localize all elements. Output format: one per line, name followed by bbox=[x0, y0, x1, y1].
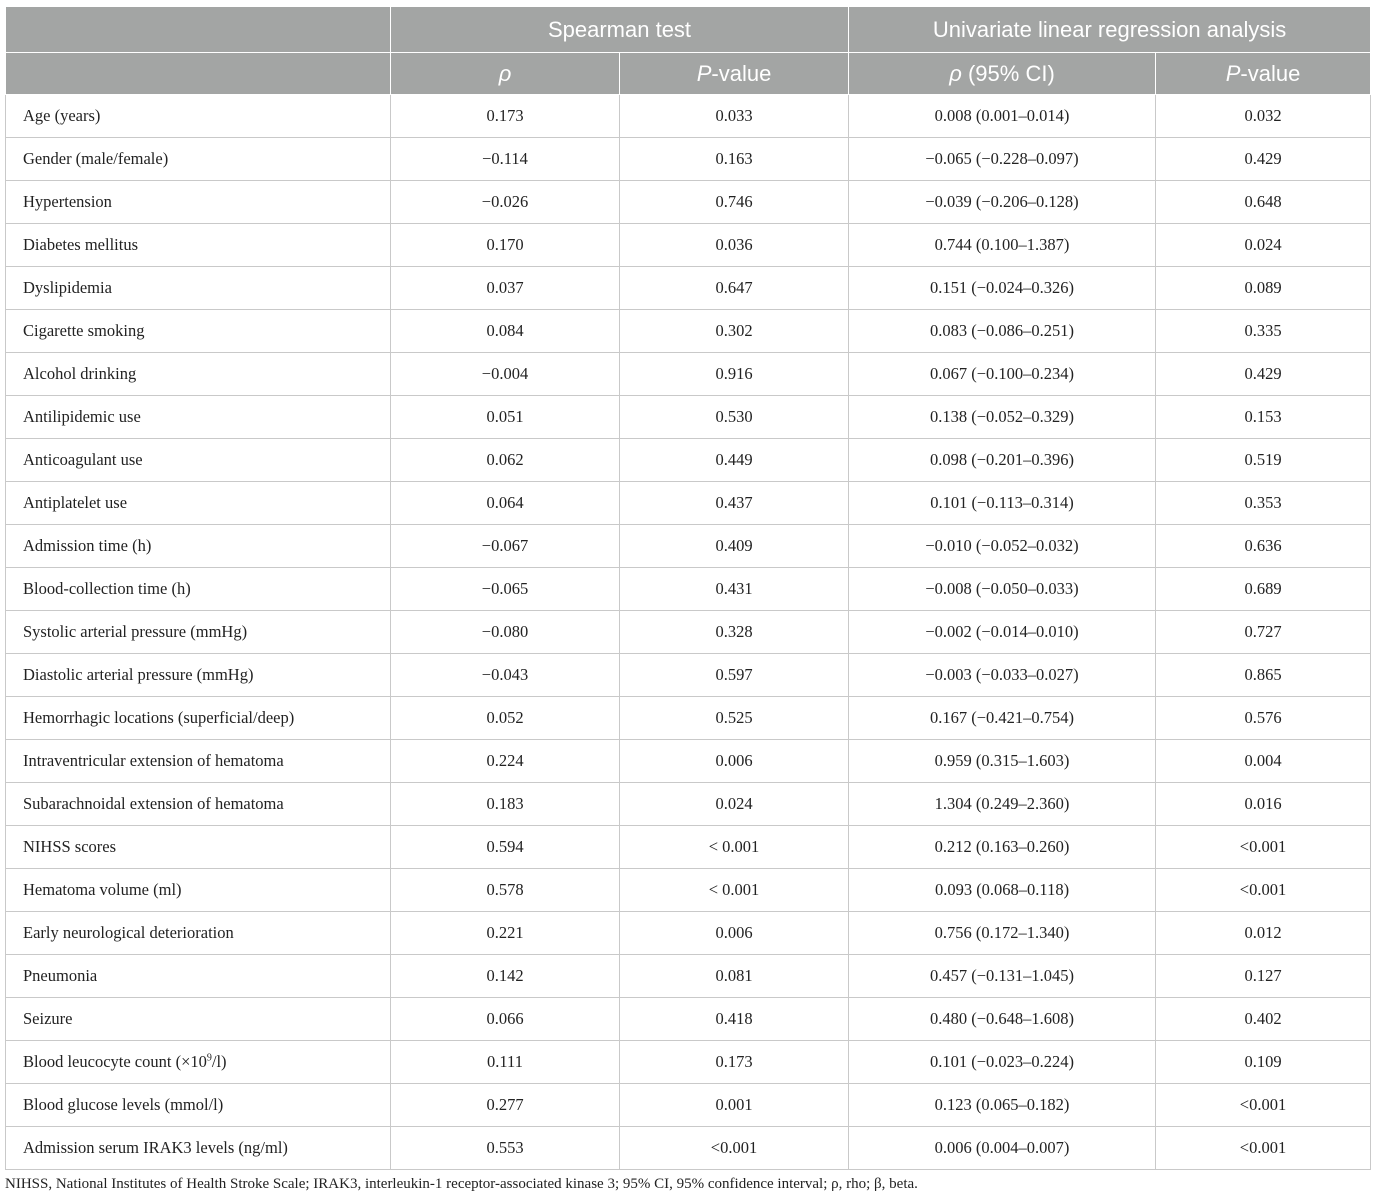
cell-rho-ci: −0.003 (−0.033–0.027) bbox=[849, 654, 1156, 697]
row-label: Hypertension bbox=[6, 181, 391, 224]
row-label-part: /l) bbox=[211, 1052, 227, 1071]
cell-p-value-regression: 0.636 bbox=[1156, 525, 1371, 568]
table-row bbox=[6, 697, 1371, 740]
row-label: Age (years) bbox=[6, 95, 391, 138]
cell-p-value-spearman: 0.033 bbox=[620, 95, 849, 138]
cell-rho-ci: 0.067 (−0.100–0.234) bbox=[849, 353, 1156, 396]
cell-p-value-spearman: 0.006 bbox=[620, 740, 849, 783]
cell-p-value-spearman: 0.746 bbox=[620, 181, 849, 224]
table-row bbox=[6, 955, 1371, 998]
table-row bbox=[6, 1084, 1371, 1127]
header-univariate-regression: Univariate linear regression analysis bbox=[849, 7, 1371, 53]
header-p-rest: -value bbox=[1240, 60, 1301, 86]
cell-p-value-regression: 0.689 bbox=[1156, 568, 1371, 611]
cell-p-value-regression: <0.001 bbox=[1156, 1084, 1371, 1127]
cell-p-value-spearman: 0.173 bbox=[620, 1041, 849, 1084]
row-label: Pneumonia bbox=[6, 955, 391, 998]
cell-rho: 0.142 bbox=[391, 955, 620, 998]
row-label: Intraventricular extension of hematoma bbox=[6, 740, 391, 783]
cell-p-value-regression: 0.402 bbox=[1156, 998, 1371, 1041]
cell-rho-ci: 0.101 (−0.113–0.314) bbox=[849, 482, 1156, 525]
cell-p-value-regression: 0.353 bbox=[1156, 482, 1371, 525]
cell-p-value-regression: <0.001 bbox=[1156, 869, 1371, 912]
row-label: Hemorrhagic locations (superficial/deep) bbox=[6, 697, 391, 740]
cell-rho-ci: 0.101 (−0.023–0.224) bbox=[849, 1041, 1156, 1084]
cell-rho-ci: −0.002 (−0.014–0.010) bbox=[849, 611, 1156, 654]
cell-rho: 0.111 bbox=[391, 1041, 620, 1084]
cell-rho: 0.064 bbox=[391, 482, 620, 525]
cell-p-value-spearman: 0.001 bbox=[620, 1084, 849, 1127]
cell-p-value-spearman: 0.449 bbox=[620, 439, 849, 482]
cell-rho: 0.594 bbox=[391, 826, 620, 869]
cell-p-value-regression: 0.429 bbox=[1156, 138, 1371, 181]
cell-p-value-spearman: 0.647 bbox=[620, 267, 849, 310]
row-label: Admission serum IRAK3 levels (ng/ml) bbox=[6, 1127, 391, 1170]
cell-p-value-regression: 0.109 bbox=[1156, 1041, 1371, 1084]
row-label bbox=[6, 1041, 391, 1084]
table-row bbox=[6, 740, 1371, 783]
header-p-value-regression bbox=[1156, 53, 1371, 95]
row-label: Diastolic arterial pressure (mmHg) bbox=[6, 654, 391, 697]
cell-p-value-spearman: 0.916 bbox=[620, 353, 849, 396]
cell-rho: −0.114 bbox=[391, 138, 620, 181]
row-label: Antiplatelet use bbox=[6, 482, 391, 525]
cell-rho-ci: 0.123 (0.065–0.182) bbox=[849, 1084, 1156, 1127]
row-label: Admission time (h) bbox=[6, 525, 391, 568]
table-footnote: NIHSS, National Institutes of Health Stroke Scale; IRAK3, interleukin-1 receptor-associated kinase 3; 95% CI, 95% confidence interval; ρ, rho; β, beta. bbox=[5, 1176, 918, 1192]
header-rho-ci-symbol: ρ bbox=[949, 60, 962, 86]
header-p-italic: P bbox=[1225, 60, 1241, 86]
cell-rho-ci: 0.151 (−0.024–0.326) bbox=[849, 267, 1156, 310]
table-row bbox=[6, 783, 1371, 826]
cell-p-value-spearman: 0.328 bbox=[620, 611, 849, 654]
cell-rho: −0.067 bbox=[391, 525, 620, 568]
table-row bbox=[6, 998, 1371, 1041]
header-row-groups bbox=[6, 7, 1371, 53]
cell-p-value-spearman: <0.001 bbox=[620, 1127, 849, 1170]
table-row bbox=[6, 568, 1371, 611]
row-label: Antilipidemic use bbox=[6, 396, 391, 439]
cell-rho-ci: −0.039 (−0.206–0.128) bbox=[849, 181, 1156, 224]
header-empty-cell bbox=[6, 53, 391, 95]
table-row bbox=[6, 138, 1371, 181]
cell-rho-ci: 0.167 (−0.421–0.754) bbox=[849, 697, 1156, 740]
table-row bbox=[6, 912, 1371, 955]
row-label: Early neurological deterioration bbox=[6, 912, 391, 955]
header-empty-cell bbox=[6, 7, 391, 53]
cell-p-value-spearman: 0.006 bbox=[620, 912, 849, 955]
cell-rho-ci: 0.098 (−0.201–0.396) bbox=[849, 439, 1156, 482]
table-row bbox=[6, 654, 1371, 697]
cell-rho: 0.052 bbox=[391, 697, 620, 740]
cell-p-value-spearman: 0.081 bbox=[620, 955, 849, 998]
header-row-columns bbox=[6, 53, 1371, 95]
cell-p-value-spearman: 0.302 bbox=[620, 310, 849, 353]
row-label-superscript: 9 bbox=[206, 1052, 212, 1064]
cell-rho-ci: −0.010 (−0.052–0.032) bbox=[849, 525, 1156, 568]
cell-p-value-regression: 0.153 bbox=[1156, 396, 1371, 439]
cell-p-value-regression: 0.016 bbox=[1156, 783, 1371, 826]
cell-p-value-spearman: 0.163 bbox=[620, 138, 849, 181]
cell-p-value-spearman: 0.530 bbox=[620, 396, 849, 439]
cell-p-value-spearman: < 0.001 bbox=[620, 826, 849, 869]
row-label: Hematoma volume (ml) bbox=[6, 869, 391, 912]
correlation-table bbox=[5, 6, 1371, 1170]
cell-p-value-regression: <0.001 bbox=[1156, 1127, 1371, 1170]
cell-rho-ci: 0.212 (0.163–0.260) bbox=[849, 826, 1156, 869]
cell-rho: −0.065 bbox=[391, 568, 620, 611]
cell-rho-ci: 0.138 (−0.052–0.329) bbox=[849, 396, 1156, 439]
cell-rho: −0.026 bbox=[391, 181, 620, 224]
row-label: Alcohol drinking bbox=[6, 353, 391, 396]
cell-rho-ci: 0.756 (0.172–1.340) bbox=[849, 912, 1156, 955]
table-row bbox=[6, 95, 1371, 138]
cell-rho: 0.553 bbox=[391, 1127, 620, 1170]
cell-rho: −0.004 bbox=[391, 353, 620, 396]
cell-rho: 0.578 bbox=[391, 869, 620, 912]
cell-rho: 0.062 bbox=[391, 439, 620, 482]
row-label: Systolic arterial pressure (mmHg) bbox=[6, 611, 391, 654]
cell-rho: 0.277 bbox=[391, 1084, 620, 1127]
row-label: Subarachnoidal extension of hematoma bbox=[6, 783, 391, 826]
cell-rho: 0.051 bbox=[391, 396, 620, 439]
table-body bbox=[6, 95, 1371, 1170]
row-label: Blood-collection time (h) bbox=[6, 568, 391, 611]
cell-p-value-spearman: 0.024 bbox=[620, 783, 849, 826]
cell-rho: 0.084 bbox=[391, 310, 620, 353]
table-row bbox=[6, 181, 1371, 224]
cell-p-value-regression: 0.429 bbox=[1156, 353, 1371, 396]
cell-rho-ci: 0.093 (0.068–0.118) bbox=[849, 869, 1156, 912]
cell-p-value-regression: 0.089 bbox=[1156, 267, 1371, 310]
cell-p-value-spearman: 0.525 bbox=[620, 697, 849, 740]
table-row bbox=[6, 267, 1371, 310]
table-row bbox=[6, 1127, 1371, 1170]
cell-rho: 0.224 bbox=[391, 740, 620, 783]
cell-rho-ci: 0.006 (0.004–0.007) bbox=[849, 1127, 1156, 1170]
cell-rho: 0.066 bbox=[391, 998, 620, 1041]
table-header bbox=[6, 7, 1371, 95]
row-label: Diabetes mellitus bbox=[6, 224, 391, 267]
cell-p-value-regression: 0.012 bbox=[1156, 912, 1371, 955]
cell-rho: 0.173 bbox=[391, 95, 620, 138]
cell-p-value-spearman: 0.431 bbox=[620, 568, 849, 611]
cell-rho-ci: −0.065 (−0.228–0.097) bbox=[849, 138, 1156, 181]
cell-rho: 0.037 bbox=[391, 267, 620, 310]
cell-p-value-regression: 0.127 bbox=[1156, 955, 1371, 998]
header-p-value-spearman bbox=[620, 53, 849, 95]
header-rho-ci-rest: (95% CI) bbox=[961, 60, 1055, 86]
cell-p-value-spearman: 0.597 bbox=[620, 654, 849, 697]
header-spearman-test: Spearman test bbox=[391, 7, 849, 53]
cell-rho-ci: −0.008 (−0.050–0.033) bbox=[849, 568, 1156, 611]
row-label: Dyslipidemia bbox=[6, 267, 391, 310]
cell-rho: −0.080 bbox=[391, 611, 620, 654]
table-row bbox=[6, 482, 1371, 525]
table-container bbox=[5, 6, 1370, 1170]
row-label: Blood glucose levels (mmol/l) bbox=[6, 1084, 391, 1127]
cell-rho: 0.183 bbox=[391, 783, 620, 826]
header-rho bbox=[391, 53, 620, 95]
cell-p-value-regression: 0.648 bbox=[1156, 181, 1371, 224]
header-p-italic: P bbox=[696, 60, 712, 86]
cell-p-value-spearman: 0.036 bbox=[620, 224, 849, 267]
table-row bbox=[6, 396, 1371, 439]
cell-p-value-regression: 0.004 bbox=[1156, 740, 1371, 783]
cell-p-value-spearman: 0.418 bbox=[620, 998, 849, 1041]
header-rho-ci bbox=[849, 53, 1156, 95]
cell-p-value-regression: 0.865 bbox=[1156, 654, 1371, 697]
table-row bbox=[6, 310, 1371, 353]
cell-rho-ci: 0.480 (−0.648–1.608) bbox=[849, 998, 1156, 1041]
row-label: Anticoagulant use bbox=[6, 439, 391, 482]
cell-p-value-regression: 0.727 bbox=[1156, 611, 1371, 654]
header-rho-symbol: ρ bbox=[498, 60, 512, 86]
table-row bbox=[6, 439, 1371, 482]
cell-rho-ci: 0.457 (−0.131–1.045) bbox=[849, 955, 1156, 998]
table-row bbox=[6, 224, 1371, 267]
row-label-part: Blood leucocyte count (×10 bbox=[23, 1052, 207, 1071]
cell-rho-ci: 0.744 (0.100–1.387) bbox=[849, 224, 1156, 267]
table-row bbox=[6, 1041, 1371, 1084]
table-row bbox=[6, 869, 1371, 912]
row-label: Seizure bbox=[6, 998, 391, 1041]
table-row bbox=[6, 826, 1371, 869]
row-label: Gender (male/female) bbox=[6, 138, 391, 181]
cell-p-value-regression: <0.001 bbox=[1156, 826, 1371, 869]
table-row bbox=[6, 611, 1371, 654]
table-row bbox=[6, 353, 1371, 396]
cell-rho: 0.170 bbox=[391, 224, 620, 267]
cell-rho: 0.221 bbox=[391, 912, 620, 955]
cell-rho: −0.043 bbox=[391, 654, 620, 697]
cell-p-value-regression: 0.576 bbox=[1156, 697, 1371, 740]
table-row bbox=[6, 525, 1371, 568]
cell-rho-ci: 0.959 (0.315–1.603) bbox=[849, 740, 1156, 783]
header-p-rest: -value bbox=[711, 60, 772, 86]
row-label: NIHSS scores bbox=[6, 826, 391, 869]
cell-rho-ci: 0.083 (−0.086–0.251) bbox=[849, 310, 1156, 353]
cell-p-value-spearman: 0.437 bbox=[620, 482, 849, 525]
row-label: Cigarette smoking bbox=[6, 310, 391, 353]
cell-rho-ci: 1.304 (0.249–2.360) bbox=[849, 783, 1156, 826]
cell-rho-ci: 0.008 (0.001–0.014) bbox=[849, 95, 1156, 138]
cell-p-value-regression: 0.024 bbox=[1156, 224, 1371, 267]
cell-p-value-spearman: < 0.001 bbox=[620, 869, 849, 912]
cell-p-value-regression: 0.519 bbox=[1156, 439, 1371, 482]
cell-p-value-regression: 0.032 bbox=[1156, 95, 1371, 138]
cell-p-value-regression: 0.335 bbox=[1156, 310, 1371, 353]
cell-p-value-spearman: 0.409 bbox=[620, 525, 849, 568]
